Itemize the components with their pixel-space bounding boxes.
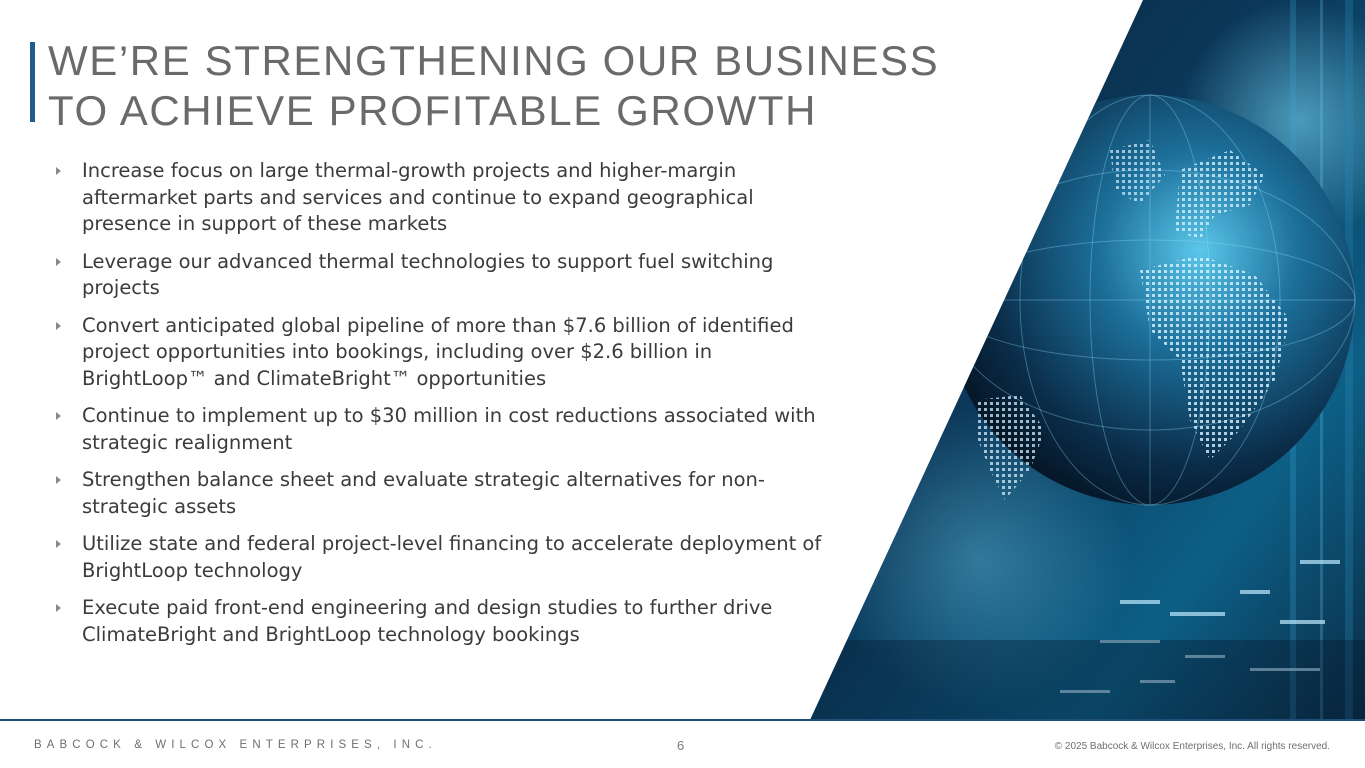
- bullet-text: Convert anticipated global pipeline of more than $7.6 billion of identified project opportunities into bookings, including over $2.6 billion in BrightLoop™ and ClimateBright™ opportunities: [82, 313, 794, 390]
- bullet-text: Leverage our advanced thermal technologies to support fuel switching projects: [82, 249, 774, 299]
- bullet-text: Increase focus on large thermal-growth projects and higher-margin aftermarket parts and services and continue to expand geographical presence in support of these markets: [82, 159, 754, 235]
- list-item: [54, 595, 824, 648]
- page-title: [48, 36, 968, 136]
- triangle-right-icon: [56, 476, 61, 484]
- triangle-right-icon: [56, 322, 61, 330]
- title-line-2: TO ACHIEVE PROFITABLE GROWTH: [48, 87, 818, 134]
- list-item: [54, 313, 824, 393]
- triangle-right-icon: [56, 258, 61, 266]
- list-item: [54, 158, 824, 238]
- list-item: [54, 531, 824, 584]
- triangle-right-icon: [56, 604, 61, 612]
- footer-copyright: © 2025 Babcock & Wilcox Enterprises, Inc. All rights reserved.: [1054, 741, 1330, 752]
- page-number: 6: [677, 738, 685, 753]
- triangle-right-icon: [56, 540, 61, 548]
- list-item: [54, 467, 824, 520]
- bullet-text: Execute paid front-end engineering and design studies to further drive ClimateBright and BrightLoop technology bookings: [82, 596, 773, 646]
- footer-company-name: BABCOCK & WILCOX ENTERPRISES, INC.: [34, 739, 437, 751]
- list-item: [54, 249, 824, 302]
- list-item: [54, 403, 824, 456]
- triangle-right-icon: [56, 167, 61, 175]
- footer-divider: [0, 719, 1365, 721]
- bullet-text: Utilize state and federal project-level financing to accelerate deployment of BrightLoop technology: [82, 532, 822, 582]
- title-line-1: WE’RE STRENGTHENING OUR BUSINESS: [48, 37, 940, 84]
- triangle-right-icon: [56, 412, 61, 420]
- bullet-list: [54, 158, 824, 659]
- bullet-text: Strengthen balance sheet and evaluate strategic alternatives for non-strategic assets: [82, 468, 765, 518]
- title-accent-bar: [30, 42, 35, 122]
- bullet-text: Continue to implement up to $30 million in cost reductions associated with strategic realignment: [82, 404, 816, 454]
